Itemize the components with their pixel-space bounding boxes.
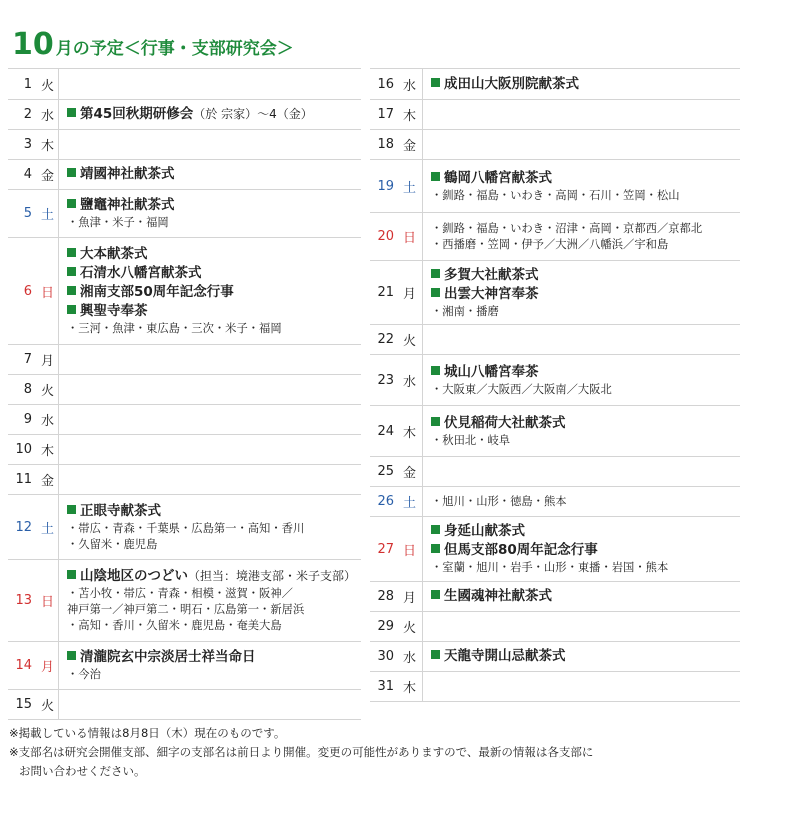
event-cell <box>59 560 361 641</box>
event-cell <box>423 406 740 456</box>
day-number: 2 <box>23 107 32 122</box>
footnotes <box>9 724 593 781</box>
day-row <box>370 68 740 99</box>
day-number: 10 <box>15 442 32 457</box>
day-row <box>370 516 740 581</box>
branch-list: ・久留米・鹿児島 <box>67 537 158 551</box>
day-number: 29 <box>377 619 394 634</box>
green-square-icon <box>67 168 76 177</box>
weekday: 月 <box>403 287 417 302</box>
calendar-right-column <box>370 68 740 702</box>
day-number: 24 <box>377 423 394 439</box>
weekday: 土 <box>41 208 55 223</box>
event-title: 石清水八幡宮献茶式 <box>80 265 202 281</box>
event-date-range: ～4（金） <box>257 107 313 121</box>
event-title: 出雲大神宮奉茶 <box>444 285 539 302</box>
day-row <box>8 68 361 99</box>
event-cell <box>423 517 740 581</box>
date-cell <box>370 672 423 701</box>
branch-list: ・魚津・米子・福岡 <box>67 216 169 229</box>
branch-list: ・西播磨・笠岡・伊予／大洲／八幡浜／宇和島 <box>431 237 669 251</box>
green-square-icon <box>67 651 76 660</box>
day-row <box>370 99 740 129</box>
green-square-icon <box>67 267 76 276</box>
event-note: （担当：境港支部・米子支部） <box>188 569 357 583</box>
weekday: 水 <box>403 374 417 390</box>
weekday: 金 <box>403 139 417 154</box>
day-row <box>370 611 740 641</box>
branch-list: ・旭川・山形・徳島・熊本 <box>431 494 567 508</box>
day-row <box>8 434 361 464</box>
green-square-icon <box>67 505 76 514</box>
date-cell <box>8 465 59 494</box>
day-number: 28 <box>377 589 394 604</box>
event-item <box>431 541 740 560</box>
day-row <box>8 129 361 159</box>
green-square-icon <box>431 417 440 426</box>
day-number: 12 <box>15 519 32 535</box>
day-number: 16 <box>377 76 394 92</box>
event-cell <box>59 100 361 129</box>
date-cell <box>8 375 59 404</box>
weekday: 月 <box>41 354 55 369</box>
event-title: 第45回秋期研修会 <box>80 106 194 122</box>
branch-list: ・今治 <box>67 668 101 681</box>
event-item <box>431 169 740 188</box>
day-row <box>370 324 740 354</box>
day-row <box>370 129 740 159</box>
green-square-icon <box>67 570 76 579</box>
weekday: 水 <box>403 78 417 94</box>
event-item <box>67 105 361 124</box>
event-item <box>67 196 361 215</box>
day-row <box>370 159 740 212</box>
weekday: 木 <box>41 444 55 459</box>
event-cell <box>59 690 361 719</box>
weekday: 日 <box>41 285 55 301</box>
date-cell <box>8 238 59 344</box>
weekday: 水 <box>41 109 55 124</box>
day-row <box>8 189 361 237</box>
event-item <box>67 283 361 302</box>
event-item <box>67 245 361 264</box>
branch-list: ・秋田北・岐阜 <box>431 433 511 447</box>
day-number: 18 <box>377 137 394 152</box>
event-title: 興聖寺奉茶 <box>80 303 148 319</box>
day-number: 30 <box>377 649 394 664</box>
event-cell <box>59 69 361 99</box>
weekday: 火 <box>41 384 55 399</box>
day-row <box>8 344 361 374</box>
event-cell <box>423 355 740 405</box>
event-title: 湘南支部50周年記念行事 <box>80 284 234 300</box>
event-title: 鶴岡八幡宮献茶式 <box>444 169 552 186</box>
green-square-icon <box>431 366 440 375</box>
event-cell <box>423 100 740 129</box>
date-cell <box>370 160 423 212</box>
event-item <box>431 266 740 285</box>
day-row <box>370 260 740 324</box>
event-title: 但馬支部80周年記念行事 <box>444 542 598 558</box>
weekday: 木 <box>403 681 417 696</box>
event-cell <box>59 465 361 494</box>
branch-list: ・帯広・青森・千葉県・広島第一・高知・香川 <box>67 521 305 535</box>
weekday: 水 <box>41 414 55 429</box>
event-cell <box>59 642 361 689</box>
day-row <box>8 559 361 641</box>
event-title: 山陰地区のつどい <box>80 568 188 584</box>
event-note: （於 宗家） <box>193 107 258 121</box>
date-cell <box>370 355 423 405</box>
event-title: 清瀧院玄中宗淡居士祥当命日 <box>80 649 256 665</box>
green-square-icon <box>67 286 76 295</box>
date-cell <box>8 130 59 159</box>
event-cell <box>423 487 740 516</box>
date-cell <box>370 325 423 354</box>
day-number: 4 <box>23 167 32 182</box>
date-cell <box>370 69 423 99</box>
date-cell <box>370 517 423 581</box>
date-cell <box>8 560 59 641</box>
weekday: 日 <box>403 543 417 559</box>
day-number: 6 <box>23 283 32 299</box>
event-cell <box>423 130 740 159</box>
date-cell <box>370 487 423 516</box>
event-item <box>431 363 740 382</box>
branch-list: ・大阪東／大阪西／大阪南／大阪北 <box>431 382 612 396</box>
weekday: 金 <box>41 474 55 489</box>
event-title: 天龍寺開山忌献茶式 <box>444 648 566 664</box>
event-cell <box>423 612 740 641</box>
day-row <box>8 374 361 404</box>
day-number: 21 <box>377 285 394 300</box>
date-cell <box>8 160 59 189</box>
event-item <box>67 302 361 321</box>
date-cell <box>8 405 59 434</box>
event-cell <box>59 375 361 404</box>
event-cell <box>59 495 361 559</box>
event-cell <box>59 130 361 159</box>
green-square-icon <box>431 172 440 181</box>
title-text: 月の予定＜行事・支部研究会＞ <box>55 39 294 59</box>
date-cell <box>8 190 59 237</box>
day-row <box>8 237 361 344</box>
event-cell <box>423 642 740 671</box>
date-cell <box>370 582 423 611</box>
event-title: 成田山大阪別院献茶式 <box>444 75 579 92</box>
day-row <box>8 404 361 434</box>
day-row <box>8 689 361 720</box>
event-title: 靖國神社献茶式 <box>80 166 175 182</box>
event-title: 鹽竈神社献茶式 <box>80 197 175 213</box>
day-number: 22 <box>377 332 394 347</box>
day-number: 13 <box>15 593 32 608</box>
date-cell <box>8 495 59 559</box>
weekday: 水 <box>403 651 417 666</box>
day-row <box>370 456 740 486</box>
weekday: 土 <box>41 521 55 537</box>
event-cell <box>423 69 740 99</box>
event-cell <box>423 261 740 324</box>
day-number: 9 <box>23 412 32 427</box>
event-cell <box>423 213 740 260</box>
day-row <box>370 486 740 516</box>
weekday: 日 <box>41 595 55 610</box>
event-cell <box>59 238 361 344</box>
footnote-3: お問い合わせください。 <box>19 764 146 778</box>
day-row <box>370 405 740 456</box>
event-item <box>431 587 740 606</box>
green-square-icon <box>67 248 76 257</box>
day-row <box>370 354 740 405</box>
event-cell <box>59 345 361 374</box>
day-number: 17 <box>377 107 394 122</box>
day-row <box>8 494 361 559</box>
green-square-icon <box>431 544 440 553</box>
date-cell <box>8 642 59 689</box>
weekday: 金 <box>403 466 417 481</box>
date-cell <box>370 130 423 159</box>
event-item <box>67 264 361 283</box>
title-month: 10 <box>12 27 54 62</box>
green-square-icon <box>431 288 440 297</box>
green-square-icon <box>67 305 76 314</box>
weekday: 火 <box>403 621 417 636</box>
branch-list: 神戸第一／神戸第二・明石・広島第一・新居浜 <box>67 603 305 616</box>
event-cell <box>423 457 740 486</box>
event-item <box>431 414 740 433</box>
day-number: 20 <box>377 229 394 244</box>
event-item <box>67 165 361 184</box>
weekday: 土 <box>403 496 417 511</box>
day-number: 14 <box>15 658 32 673</box>
day-row <box>8 159 361 189</box>
date-cell <box>370 213 423 260</box>
weekday: 月 <box>41 660 55 675</box>
day-number: 23 <box>377 372 394 388</box>
day-number: 27 <box>377 541 394 557</box>
branch-list: ・苫小牧・帯広・青森・相模・滋賀・阪神／ <box>67 587 293 600</box>
weekday: 木 <box>403 425 417 441</box>
weekday: 木 <box>403 109 417 124</box>
event-item <box>67 567 361 586</box>
green-square-icon <box>431 650 440 659</box>
day-row <box>370 641 740 671</box>
branch-list: ・三河・魚津・東広島・三次・米子・福岡 <box>67 322 282 335</box>
date-cell <box>370 100 423 129</box>
event-cell <box>59 405 361 434</box>
event-cell <box>423 325 740 354</box>
event-title: 正眼寺献茶式 <box>80 502 161 519</box>
day-row <box>370 581 740 611</box>
event-item <box>431 647 740 666</box>
date-cell <box>8 100 59 129</box>
day-number: 11 <box>15 472 32 487</box>
day-number: 5 <box>23 206 32 221</box>
day-row <box>8 464 361 494</box>
calendar-left-column <box>8 68 361 720</box>
event-title: 伏見稲荷大社献茶式 <box>444 414 566 431</box>
page-title <box>12 24 294 60</box>
event-title: 城山八幡宮奉茶 <box>444 363 539 380</box>
day-row <box>370 212 740 260</box>
weekday: 火 <box>41 78 55 94</box>
event-title: 身延山献茶式 <box>444 523 525 539</box>
event-title: 大本献茶式 <box>80 246 148 262</box>
day-number: 25 <box>377 464 394 479</box>
green-square-icon <box>431 590 440 599</box>
day-number: 3 <box>23 137 32 152</box>
footnote-1: ※掲載している情報は8月8日（木）現在のものです。 <box>9 726 286 740</box>
day-number: 31 <box>377 679 394 694</box>
event-cell <box>423 672 740 701</box>
event-cell <box>59 190 361 237</box>
day-number: 15 <box>15 697 32 712</box>
branch-list: ・釧路・福島・いわき・沼津・高岡・京都西／京都北 <box>431 221 703 235</box>
event-title: 多賀大社献茶式 <box>444 266 539 283</box>
event-item <box>431 75 740 94</box>
event-cell <box>423 160 740 212</box>
date-cell <box>370 261 423 324</box>
date-cell <box>370 642 423 671</box>
branch-list: ・高知・香川・久留米・鹿児島・奄美大島 <box>67 619 282 632</box>
green-square-icon <box>67 108 76 117</box>
footnote-2: ※支部名は研究会開催支部、細字の支部名は前日より開催。変更の可能性がありますので、最新の情報は各支部に <box>9 745 594 759</box>
weekday: 金 <box>41 169 55 184</box>
day-number: 26 <box>377 494 394 509</box>
weekday: 火 <box>403 334 417 349</box>
branch-list: ・湘南・播磨 <box>431 304 499 318</box>
weekday: 月 <box>403 591 417 606</box>
event-item <box>431 285 740 304</box>
event-item <box>67 502 361 521</box>
event-title: 生國魂神社献茶式 <box>444 588 552 604</box>
branch-list: ・釧路・福島・いわき・高岡・石川・笠岡・松山 <box>431 188 680 202</box>
date-cell <box>370 612 423 641</box>
branch-list: ・室蘭・旭川・岩手・山形・東播・岩国・熊本 <box>431 561 669 574</box>
day-row <box>8 99 361 129</box>
day-row <box>8 641 361 689</box>
date-cell <box>8 69 59 99</box>
date-cell <box>370 457 423 486</box>
day-number: 8 <box>23 382 32 397</box>
weekday: 火 <box>41 699 55 714</box>
day-number: 19 <box>377 178 394 194</box>
date-cell <box>8 690 59 719</box>
green-square-icon <box>431 78 440 87</box>
event-cell <box>59 435 361 464</box>
event-item <box>67 648 361 667</box>
date-cell <box>8 345 59 374</box>
event-cell <box>423 582 740 611</box>
weekday: 木 <box>41 139 55 154</box>
day-number: 7 <box>23 352 32 367</box>
green-square-icon <box>431 269 440 278</box>
green-square-icon <box>431 525 440 534</box>
green-square-icon <box>67 199 76 208</box>
weekday: 日 <box>403 231 417 246</box>
event-cell <box>59 160 361 189</box>
day-row <box>370 671 740 702</box>
day-number: 1 <box>23 76 32 92</box>
date-cell <box>370 406 423 456</box>
date-cell <box>8 435 59 464</box>
weekday: 土 <box>403 180 417 196</box>
event-item <box>431 522 740 541</box>
